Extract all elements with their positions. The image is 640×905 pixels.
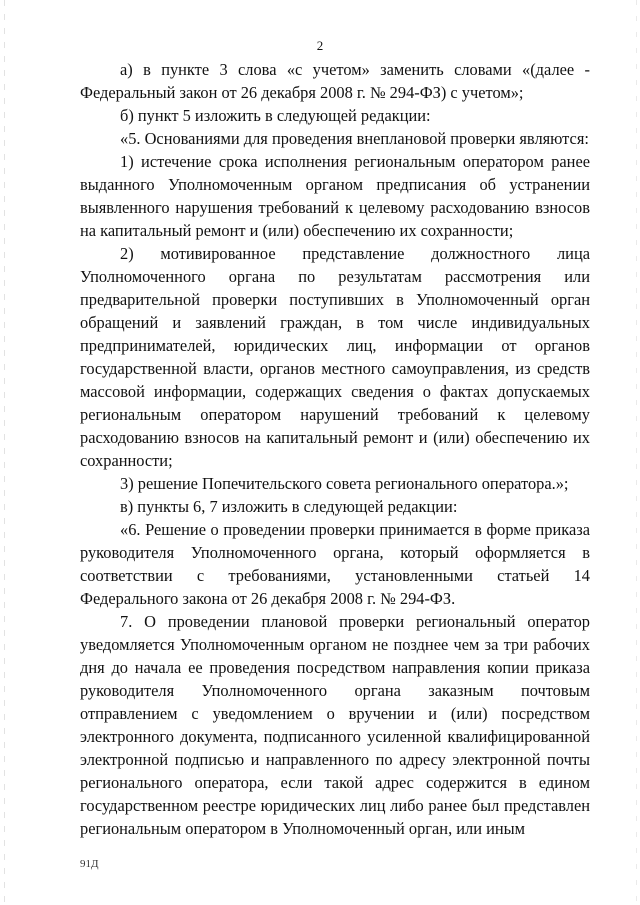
paragraph-ground-2: 2) мотивированное представление должностного лица Уполномоченного органа по результатам рассмотрения или предварительной проверки поступивших в Уполномоченный орган обращений и заявлений граждан, в том числе индивидуальных предпринимателей, юридических лиц, информации от органов государственной власти, органов местного самоуправления, из средств массовой информации, содержащих сведения о фактах допускаемых региональным оператором нарушений требований к целевому расходованию взносов на капитальный ремонт и (или) обеспечению их сохранности; xyxy=(80,244,590,470)
paragraph-amendment-c: в) пункты 6, 7 изложить в следующей редакции: xyxy=(120,497,458,516)
footer-code: 91Д xyxy=(80,858,99,870)
page-number: 2 xyxy=(316,38,324,53)
document-body xyxy=(80,58,590,840)
scan-edge-right xyxy=(636,0,637,905)
paragraph-ground-1: 1) истечение срока исполнения региональным оператором ранее выданного Уполномоченным органом предписания об устранении выявленного нарушения требований к целевому расходованию взносов на капитальный ремонт и (или) обеспечению их сохранности; xyxy=(80,152,590,240)
paragraph-item-5: «5. Основаниями для проведения внеплановой проверки являются: xyxy=(120,129,589,148)
scan-edge-left xyxy=(4,0,5,905)
paragraph-ground-3: 3) решение Попечительского совета регионального оператора.»; xyxy=(120,474,569,493)
paragraph-amendment-a: а) в пункте 3 слова «с учетом» заменить словами «(далее - Федеральный закон от 26 декабря 2008 г. № 294-ФЗ) с учетом»; xyxy=(80,60,590,102)
paragraph-item-7: 7. О проведении плановой проверки региональный оператор уведомляется Уполномоченным органом не позднее чем за три рабочих дня до начала ее проведения посредством направления копии приказа руководителя Уполномоченного органа заказным почтовым отправлением с уведомлением о вручении и (или) посредством электронного документа, подписанного усиленной квалифицированной электронной подписью и направленного по адресу электронной почты регионального оператора, если такой адрес содержится в едином государственном реестре юридических лиц либо ранее был представлен региональным оператором в Уполномоченный орган, или иным xyxy=(80,612,590,838)
paragraph-item-6: «6. Решение о проведении проверки принимается в форме приказа руководителя Уполномоченного органа, который оформляется в соответствии с требованиями, установленными статьей 14 Федерального закона от 26 декабря 2008 г. № 294-ФЗ. xyxy=(80,520,590,608)
paragraph-amendment-b: б) пункт 5 изложить в следующей редакции: xyxy=(120,106,431,125)
